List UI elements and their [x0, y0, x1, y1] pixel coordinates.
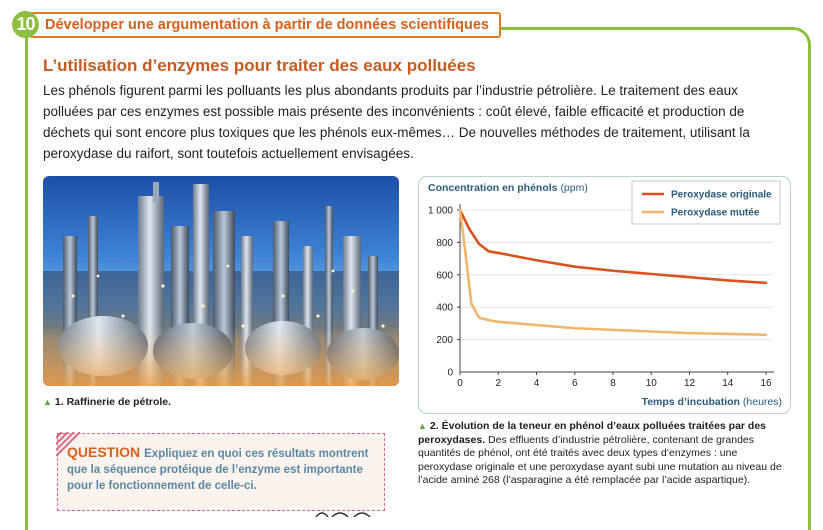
chart-caption-title: 2. Évolution de la teneur en phénol d’eaux polluées traitées par des peroxydases. — [418, 420, 767, 446]
y-tick-labels — [428, 206, 453, 379]
chart-caption-text: Des effluents d’industrie pétrolière, contenant de grandes quantités de phénol, ont été traités avec deux types d’enzymes : une peroxydase originale et une peroxydase ayant subi une mutation au niveau de l’acide aminé 268 (l’asparagine a été remplacée par l’acide aspartique). — [418, 433, 782, 486]
phenol-chart-svg — [419, 177, 790, 413]
legend-label-original: Peroxydase originale — [671, 189, 772, 201]
y-axis-label-unit: (ppm) — [560, 182, 588, 194]
chart-legend — [632, 181, 780, 224]
x-tick-label-14: 14 — [722, 378, 734, 389]
chart-caption — [418, 420, 793, 488]
photo-caption — [43, 396, 171, 408]
x-tick-labels — [457, 378, 772, 389]
cut-off-logo-icon — [314, 509, 384, 517]
x-tick-label-16: 16 — [760, 378, 772, 389]
axes — [457, 204, 774, 375]
x-axis-label-unit: (heures) — [742, 396, 782, 408]
y-tick-label-600: 600 — [436, 270, 453, 282]
x-tick-label-8: 8 — [610, 378, 616, 389]
x-axis-label — [642, 396, 782, 408]
x-tick-label-10: 10 — [645, 378, 657, 389]
series-line-mutant — [460, 207, 766, 335]
caption-triangle-icon: ▲ — [43, 397, 52, 407]
y-tick-label-200: 200 — [436, 335, 453, 347]
refinery-photo — [43, 176, 399, 386]
x-axis-label-text: Temps d’incubation — [641, 396, 740, 408]
caption-triangle-icon: ▲ — [418, 421, 427, 431]
y-axis-label-text: Concentration en phénols — [428, 182, 558, 194]
exercise-number-badge: 10 — [12, 11, 39, 38]
intro-paragraph: Les phénols figurent parmi les polluants les plus abondants produits par l’industrie pétrolière. Le traitement des eaux polluées par ces enzymes est possible mais présente des inconvénients : coût élevé, faible efficacité et production de déchets qui sont encore plus toxiques que les phénols eux-mêmes… De nouvelles méthodes de traitement, utilisant la peroxydase du raifort, sont toutefois actuellement envisagées. — [43, 83, 750, 161]
legend-label-mutant: Peroxydase mutée — [671, 207, 760, 219]
question-body: Expliquez en quoi ces résultats montrent que la séquence protéique de l’enzyme est importante pour le fonctionnement de celle-ci. — [67, 448, 369, 492]
photo-caption-text: 1. Raffinerie de pétrole. — [54, 396, 172, 408]
phenol-chart — [418, 176, 791, 414]
question-box — [57, 433, 385, 511]
y-tick-label-800: 800 — [436, 237, 453, 249]
section-title: L’utilisation d’enzymes pour traiter des eaux polluées — [43, 56, 476, 75]
y-axis-label — [428, 182, 588, 194]
refinery-illustration — [43, 176, 399, 386]
y-tick-label-0: 0 — [447, 367, 453, 379]
y-tick-label-400: 400 — [436, 302, 453, 314]
question-label: QUESTION — [67, 444, 141, 460]
x-tick-label-12: 12 — [683, 378, 696, 389]
x-tick-label-2: 2 — [495, 378, 502, 389]
question-text — [67, 444, 373, 494]
grid-lines — [460, 207, 772, 340]
y-tick-label-1000: 1 000 — [427, 205, 453, 217]
x-tick-label-6: 6 — [571, 378, 578, 389]
exercise-title: Développer une argumentation à partir de données scientifiques — [29, 12, 501, 38]
x-tick-label-0: 0 — [457, 378, 463, 389]
series-lines — [460, 207, 766, 335]
x-tick-label-4: 4 — [533, 378, 540, 389]
